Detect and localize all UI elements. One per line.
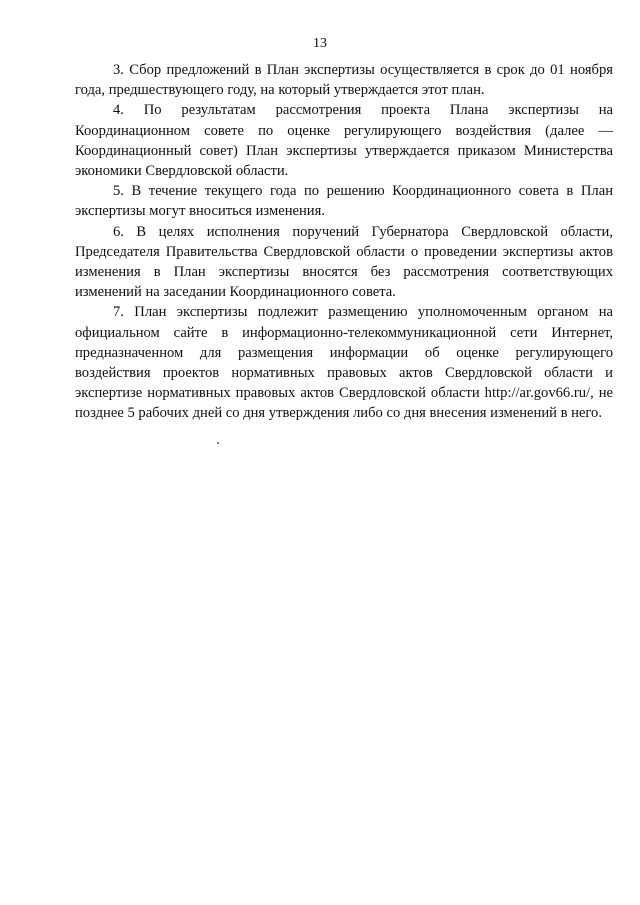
scan-speck (217, 442, 219, 444)
paragraph-item-6: 6. В целях исполнения поручений Губернатора Свердловской области, Председателя Правительства Свердловской области о проведении экспертизы актов изменения в План экспертизы вносятся без рассмотрения соответствующих изменений на заседании Координационного совета. (75, 223, 613, 301)
paragraph-item-7: 7. План экспертизы подлежит размещению уполномоченным органом на официальном сайте в информационно-телекоммуникационной сети Интернет, предназначенном для размещения информации об оценке регулирующего воздействия проектов нормативных правовых актов Свердловской области и экспертизе нормативных правовых актов Свердловской области http://ar.gov66.ru/, не позднее 5 рабочих дней со дня утверждения либо со дня внесения изменений в него. (75, 304, 613, 422)
paragraph-item-5: 5. В течение текущего года по решению Координационного совета в План экспертизы могут вноситься изменения. (75, 183, 613, 220)
page-number: 13 (313, 36, 327, 51)
paragraph-item-4: 4. По результатам рассмотрения проекта Плана экспертизы на Координационном совете по оценке регулирующего воздействия (далее — Координационный совет) План экспертизы утверждается приказом Министерства экономики Свердловской области. (75, 102, 613, 180)
paragraph-item-3: 3. Сбор предложений в План экспертизы осуществляется в срок до 01 ноября года, предшествующего году, на который утверждается этот план. (75, 62, 613, 99)
document-body (75, 60, 613, 424)
